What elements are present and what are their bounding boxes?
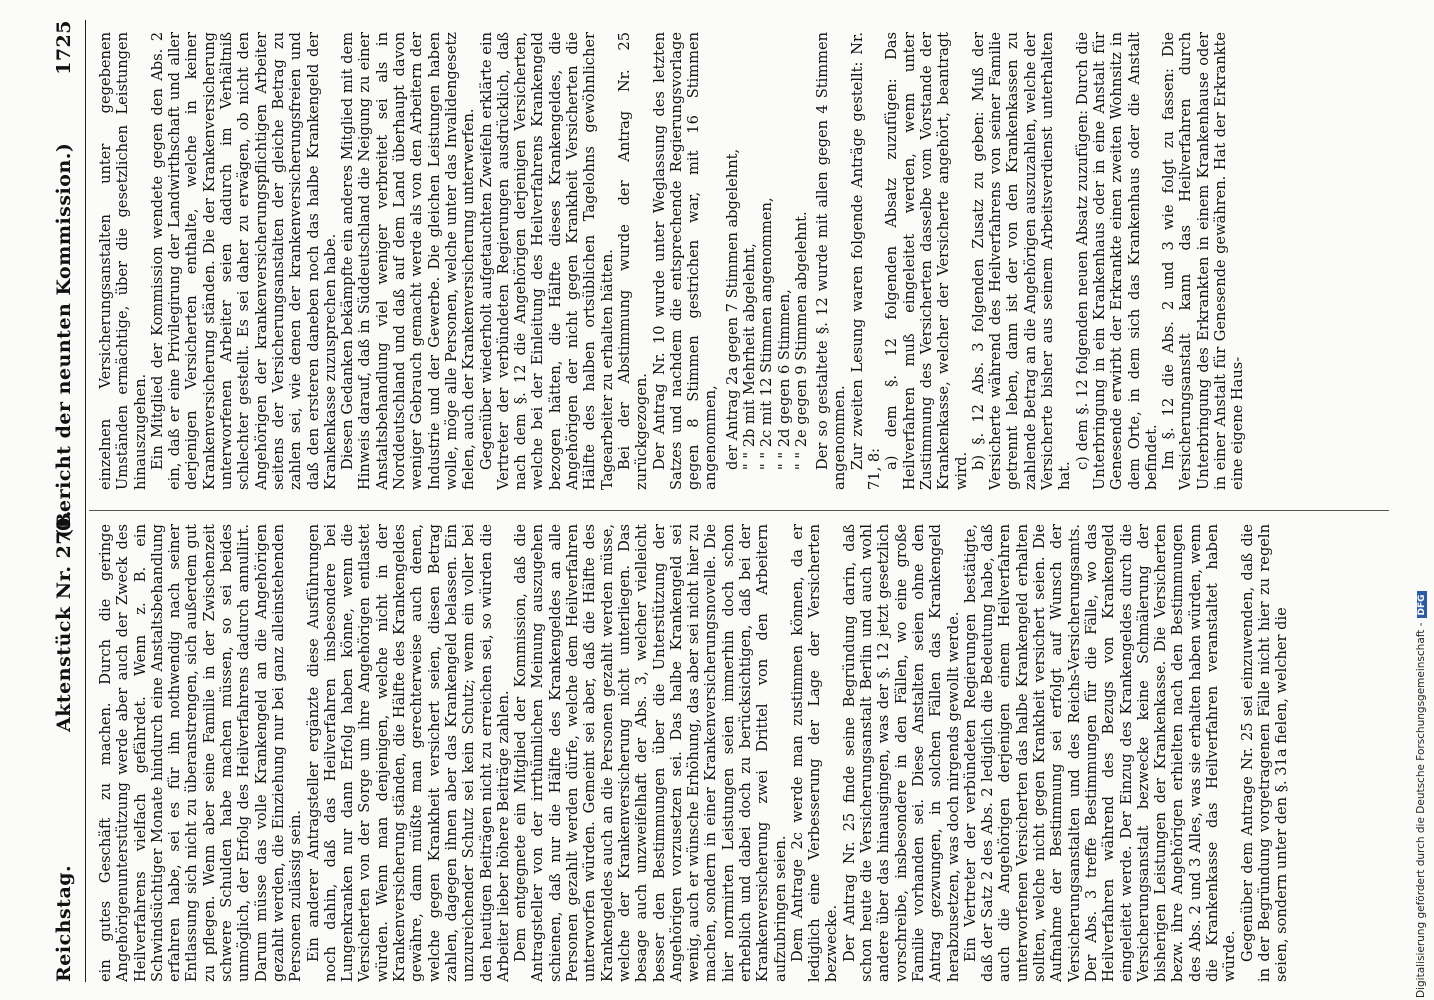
paragraph: Der Antrag Nr. 25 finde seine Begründung darin, daß schon heute die Versicherungsanstalt Berlin und auch wohl andere über das hinausgingen, was der §. 12 jetzt gesetzlich vorschreibe, insbesondere in den Fällen, wo eine große Familie vorhanden sei. Diese Anstalten seien ohne den Antrag gezwungen, in solchen Fällen das Krankengeld herabzusetzen, was doch nirgends gewollt werde. — [840, 524, 962, 982]
column-divider — [89, 510, 1389, 511]
vote-line: der Antrag 2a gegen 7 Stimmen abgelehnt, — [723, 148, 741, 470]
paragraph: Der Antrag Nr. 10 wurde unter Weglassung des letzten Satzes und nachdem die entsprechende Regierungsvorlage gegen 8 Stimmen gestrichen war, mit 16 Stimmen angenommen, — [650, 32, 720, 490]
credit-text: Digitalisierung gefördert durch die Deutsche Forschungsgemeinschaft - — [1415, 622, 1427, 998]
paragraph: Gegenüber dem Antrage Nr. 25 sei einzuwenden, daß die in der Begründung vorgetragenen Fälle nicht hier zu regeln seien, sondern unter den §. 31a fielen, welcher die — [1238, 524, 1291, 982]
paragraph: Dem entgegnete ein Mitglied der Kommission, daß die Antragsteller von der irrthümlichen Meinung auszugehen schienen, daß nur die Hälfte des Krankengeldes an alle Personen gezahlt werden dürfe, welche dem Heilverfahren unterworfen würden. Gemeint sei aber, daß die Hälfte des Krankengeldes auch an die Personen gezahlt werden müsse, welche der Krankenversicherung nicht unterliegen. Das besage auch unzweifelhaft der Abs. 3, welcher vielleicht besser den Bestimmungen über die Unterstützung der Angehörigen vorzusetzen sei. Das halbe Krankengeld sei wenig, auch er wünsche Erhöhung, das aber sei nicht hier zu machen, sondern in einer Krankenversicherungsnovelle. Die hier normirten Leistungen seien immerhin doch schon erheblich und dabei doch zu berücksichtigen, daß bei der Krankenversicherung zwei Drittel von den Arbeitern aufzubringen seien. — [512, 524, 789, 982]
paragraph: Diesen Gedanken bekämpfte ein anderes Mitglied mit dem Hinweis darauf, daß in Süddeutschland die Neigung zu einer Anstaltsbehandlung viel weniger verbreitet sei als in Norddeutschland und daß auf dem Land überhaupt davon weniger Gebrauch gemacht werde als von den Arbeitern der Industrie und der Gewerbe. Die gleichen Leistungen haben wolle, möge alle Personen, welche unter das Invalidengesetz fielen, auch der Krankenversicherung unterwerfen. — [339, 32, 478, 490]
paragraph: a) dem §. 12 folgenden Absatz zuzufügen: Das Heilverfahren muß eingeleitet werden, wenn unter Zustimmung des Versicherten dasselbe vom Vorstande der Krankenkasse, welcher der Versicherte angehört, beantragt wird. — [883, 32, 970, 490]
rotated-text-block — [47, 0, 1407, 1000]
paragraph: Ein Vertreter der verbündeten Regierungen bestätigte, daß der Satz 2 des Abs. 2 lediglich die Bedeutung habe, daß auch die Angehörigen derjenigen einem Heilverfahren unterworfenen Versicherten das halbe Krankengeld erhalten sollten, welche nicht gegen Krankheit versichert seien. Die Aufnahme der Bestimmung sei erfolgt auf Wunsch der Versicherungsanstalten und des Reichs-Versicherungsamts. Der Abs. 3 treffe Bestimmungen für die Fälle, wo das Heilverfahren während des Bezugs von Krankengeld eingeleitet werde. Der Einzug des Krankengeldes durch die Versicherungsanstalt bezwecke keine Schmälerung der bisherigen Leistungen der Krankenkasse. Die Versicherten bezw. ihre Angehörigen erhielten nach den Bestimmungen des Abs. 2 und 3 Alles, was sie erhalten haben würden, wenn die Krankenkasse das Heilverfahren veranstaltet haben würde. — [961, 524, 1239, 982]
right-column — [97, 32, 1397, 490]
paragraph: Dem Antrage 2c werde man zustimmen können, da er lediglich eine Verbesserung der Lage der Versicherten bezwecke. — [788, 524, 841, 982]
header-left: Reichstag. — [53, 864, 75, 982]
vote-line: " " 2c mit 12 Stimmen angenommen, — [758, 197, 776, 470]
paragraph: Ein anderer Antragsteller ergänzte diese Ausführungen noch dahin, daß das Heilverfahren insbesondere bei Lungenkranken nur dann Erfolg haben könne, wenn die Versicherten von der Sorge um ihre Angehörigen entlastet würden. Wenn man denjenigen, welche nicht in der Krankenversicherung ständen, die Hälfte des Krankengeldes gewähre, dann müßte man gerechterweise auch denen, welche gegen Krankheit versichert seien, diesen Betrag zahlen, dagegen ihnen aber das Krankengeld belassen. Ein unzureichender Schutz sei kein Schutz; wenn ein voller bei den heutigen Beiträgen nicht zu erreichen sei, so würden die Arbeiter lieber höhere Beiträge zahlen. — [304, 524, 512, 982]
paragraph: Der so gestaltete §. 12 wurde mit allen gegen 4 Stimmen angenommen. — [814, 32, 849, 490]
paragraph: Im §. 12 die Abs. 2 und 3 wie folgt zu fassen: Die Versicherungsanstalt kann das Heilverfahren durch Unterbringung des Erkrankten in einem Krankenhause oder in einer Anstalt für Genesende gewähren. Hat der Erkrankte eine eigene Haus- — [1160, 32, 1247, 490]
paragraph: b) §. 12 Abs. 3 folgenden Zusatz zu geben: Muß der Versicherte während des Heilverfahrens von seiner Familie getrennt leben, dann ist der von den Krankenkassen zu zahlende Betrag an die Angehörigen auszuzahlen, welche der Versicherte bisher aus seinem Arbeitsverdienst unterhalten hat. — [969, 32, 1074, 490]
header-section-title: (Bericht der neunten Kommission.) — [53, 142, 75, 538]
vote-results — [724, 32, 810, 470]
paragraph: c) dem §. 12 folgenden neuen Absatz zuzufügen: Durch die Unterbringung in ein Krankenhaus oder in eine Anstalt für Genesende erwirbt der Erkrankte einen zweiten Wohnsitz in dem Orte, in dem sich das Krankenhaus oder die Anstalt befindet. — [1073, 32, 1160, 490]
dfg-logo: DFG — [1417, 591, 1427, 618]
paragraph: ein gutes Geschäft zu machen. Durch die geringe Angehörigenunterstützung werde aber auch der Zweck des Heilverfahrens vielfach gefährdet. Wenn z. B. ein Schwindsüchtiger Monate hindurch eine Anstaltsbehandlung erfahren habe, sei es für ihn nothwendig nach seiner Entlassung sich nicht zu überanstrengen, sich außerdem gut zu pflegen. Wenn aber seine Familie in der Zwischenzeit schwere Schulden habe machen müssen, so sei beides unmöglich, der Erfolg des Heilverfahrens dadurch annullirt. Darum müsse das volle Krankengeld an die Angehörigen gezahlt werden, die Einziehung nur bei ganz alleinstehenden Personen zulässig sein. — [97, 524, 305, 982]
paragraph: Zur zweiten Lesung waren folgende Anträge gestellt: Nr. 71, 8: — [848, 32, 884, 490]
page-number: 1725 — [53, 20, 75, 75]
paragraph: einzelnen Versicherungsanstalten unter gegebenen Umständen ermächtige, über die gesetzlichen Leistungen hinauszugehen. — [97, 32, 149, 490]
paragraph: Ein Mitglied der Kommission wendete gegen den Abs. 2 ein, daß er eine Privilegirung der Landwirthschaft und aller derjenigen Versicherten enthalte, welche in keiner Krankenversicherung ständen. Die der Krankenversicherung unterworfenen Arbeiter seien dadurch im Verhältniß schlechter gestellt. Es sei daher zu erwägen, ob nicht den Angehörigen der krankenversicherungspflichtigen Arbeiter seitens der Versicherungsanstalten der gleiche Betrag zu zahlen sei, wie denen der krankenversicherungsfreien und daß den ersteren daneben noch das halbe Krankengeld der Krankenkasse zuzusprechen habe. — [148, 32, 339, 490]
vote-line: " " 2b mit Mehrheit abgelehnt, — [740, 243, 758, 470]
header-document-number: Aktenstück Nr. 270. — [53, 510, 75, 732]
vote-line: " " 2d gegen 6 Stimmen, — [775, 289, 793, 470]
running-header — [47, 20, 86, 982]
paragraph: Gegenüber wiederholt aufgetauchten Zweifeln erklärte ein Vertreter der verbündeten Regierungen ausdrücklich, daß nach dem §. 12 die Angehörigen derjenigen Versicherten, welche bei der Einleitung des Heilverfahrens Krankengeld bezogen hätten, die Hälfte dieses Krankengeldes, die Angehörigen der nicht gegen Krankheit Versicherten die Hälfte des halben ortsüblichen Tagelohns gewöhnlicher Tagearbeiter zu erhalten hätten. — [477, 32, 616, 490]
digitization-credit — [1415, 8, 1431, 998]
vote-line: " " 2e gegen 9 Stimmen abgelehnt. — [792, 211, 810, 470]
paragraph: Bei der Abstimmung wurde der Antrag Nr. 25 zurückgezogen. — [615, 32, 651, 490]
left-column — [97, 524, 1397, 982]
